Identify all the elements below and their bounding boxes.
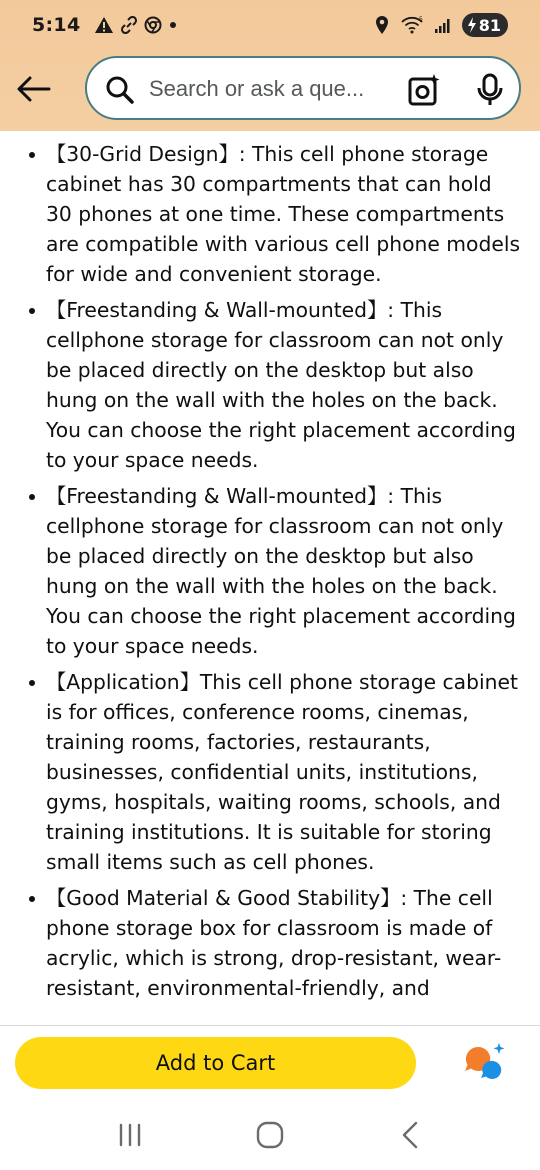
recent-apps-button[interactable] [100,1110,160,1160]
feature-bullet [0,139,540,289]
status-bar [0,0,540,50]
notification-icons [94,16,178,34]
bullet-dot-icon [29,896,35,902]
home-button[interactable] [240,1110,300,1160]
feature-bullet [0,481,540,661]
location-icon [374,15,390,35]
feature-bullet [0,883,540,1003]
camera-search-icon[interactable] [407,73,441,111]
warning-icon [94,16,114,34]
rufus-assistant-icon[interactable] [462,1041,508,1087]
bullet-dot-icon [29,308,35,314]
product-description [0,131,540,1027]
chrome-icon [144,16,162,34]
android-nav-bar [0,1100,540,1170]
back-button[interactable] [14,69,54,109]
status-left [32,14,178,36]
status-right [374,13,508,37]
feature-bullet-text: 【Freestanding & Wall-mounted】: This cellphone storage for classroom can not only be placed directly on the desktop but also hung on the wall with the holes on the back. You can choose the right placement according to your space needs. [46,484,516,658]
bottom-action-bar [0,1025,540,1100]
bullet-dot-icon [29,494,35,500]
feature-bullet [0,667,540,877]
add-to-cart-button[interactable]: Add to Cart [15,1037,416,1089]
svg-text:5: 5 [418,16,423,23]
top-header [0,0,540,131]
wifi-icon [400,15,424,35]
back-nav-button[interactable] [380,1110,440,1160]
search-row [0,55,540,121]
back-chevron-icon [400,1120,420,1150]
battery-level: 81 [478,15,501,35]
feature-bullet-text: 【Good Material & Good Stability】: The cell phone storage box for classroom is made of acrylic, which is strong, drop-resistant, wear-resistant, environmental-friendly, and [46,886,502,1000]
link-icon [120,16,138,34]
bullet-dot-icon [29,680,35,686]
recent-apps-icon [116,1122,144,1148]
microphone-icon[interactable] [475,73,505,111]
search-input[interactable] [149,72,389,106]
feature-bullet-text: 【Freestanding & Wall-mounted】: This cellphone storage for classroom can not only be placed directly on the desktop but also hung on the wall with the holes on the back. You can choose the right placement according to your space needs. [46,298,516,472]
search-box[interactable] [85,56,521,120]
bullet-dot-icon [29,152,35,158]
signal-icon [434,16,452,34]
battery-charging-icon [462,13,508,37]
status-time: 5:14 [32,14,81,36]
home-icon [255,1120,285,1150]
dot-icon [168,20,178,30]
feature-bullet-text: 【30-Grid Design】: This cell phone storage cabinet has 30 compartments that can hold 30 phones at one time. These compartments are compatible with various cell phone models for wide and convenient storage. [46,142,521,286]
back-arrow-icon [17,76,51,102]
feature-bullet [0,295,540,475]
feature-bullet-text: 【Application】This cell phone storage cabinet is for offices, conference rooms, cinemas, training rooms, factories, restaurants, businesses, confidential units, institutions, gyms, hospitals, waiting rooms, schools, and training institutions. It is suitable for storing small items such as cell phones. [46,670,518,874]
feature-bullet-list [0,139,540,1003]
search-icon [105,75,135,109]
